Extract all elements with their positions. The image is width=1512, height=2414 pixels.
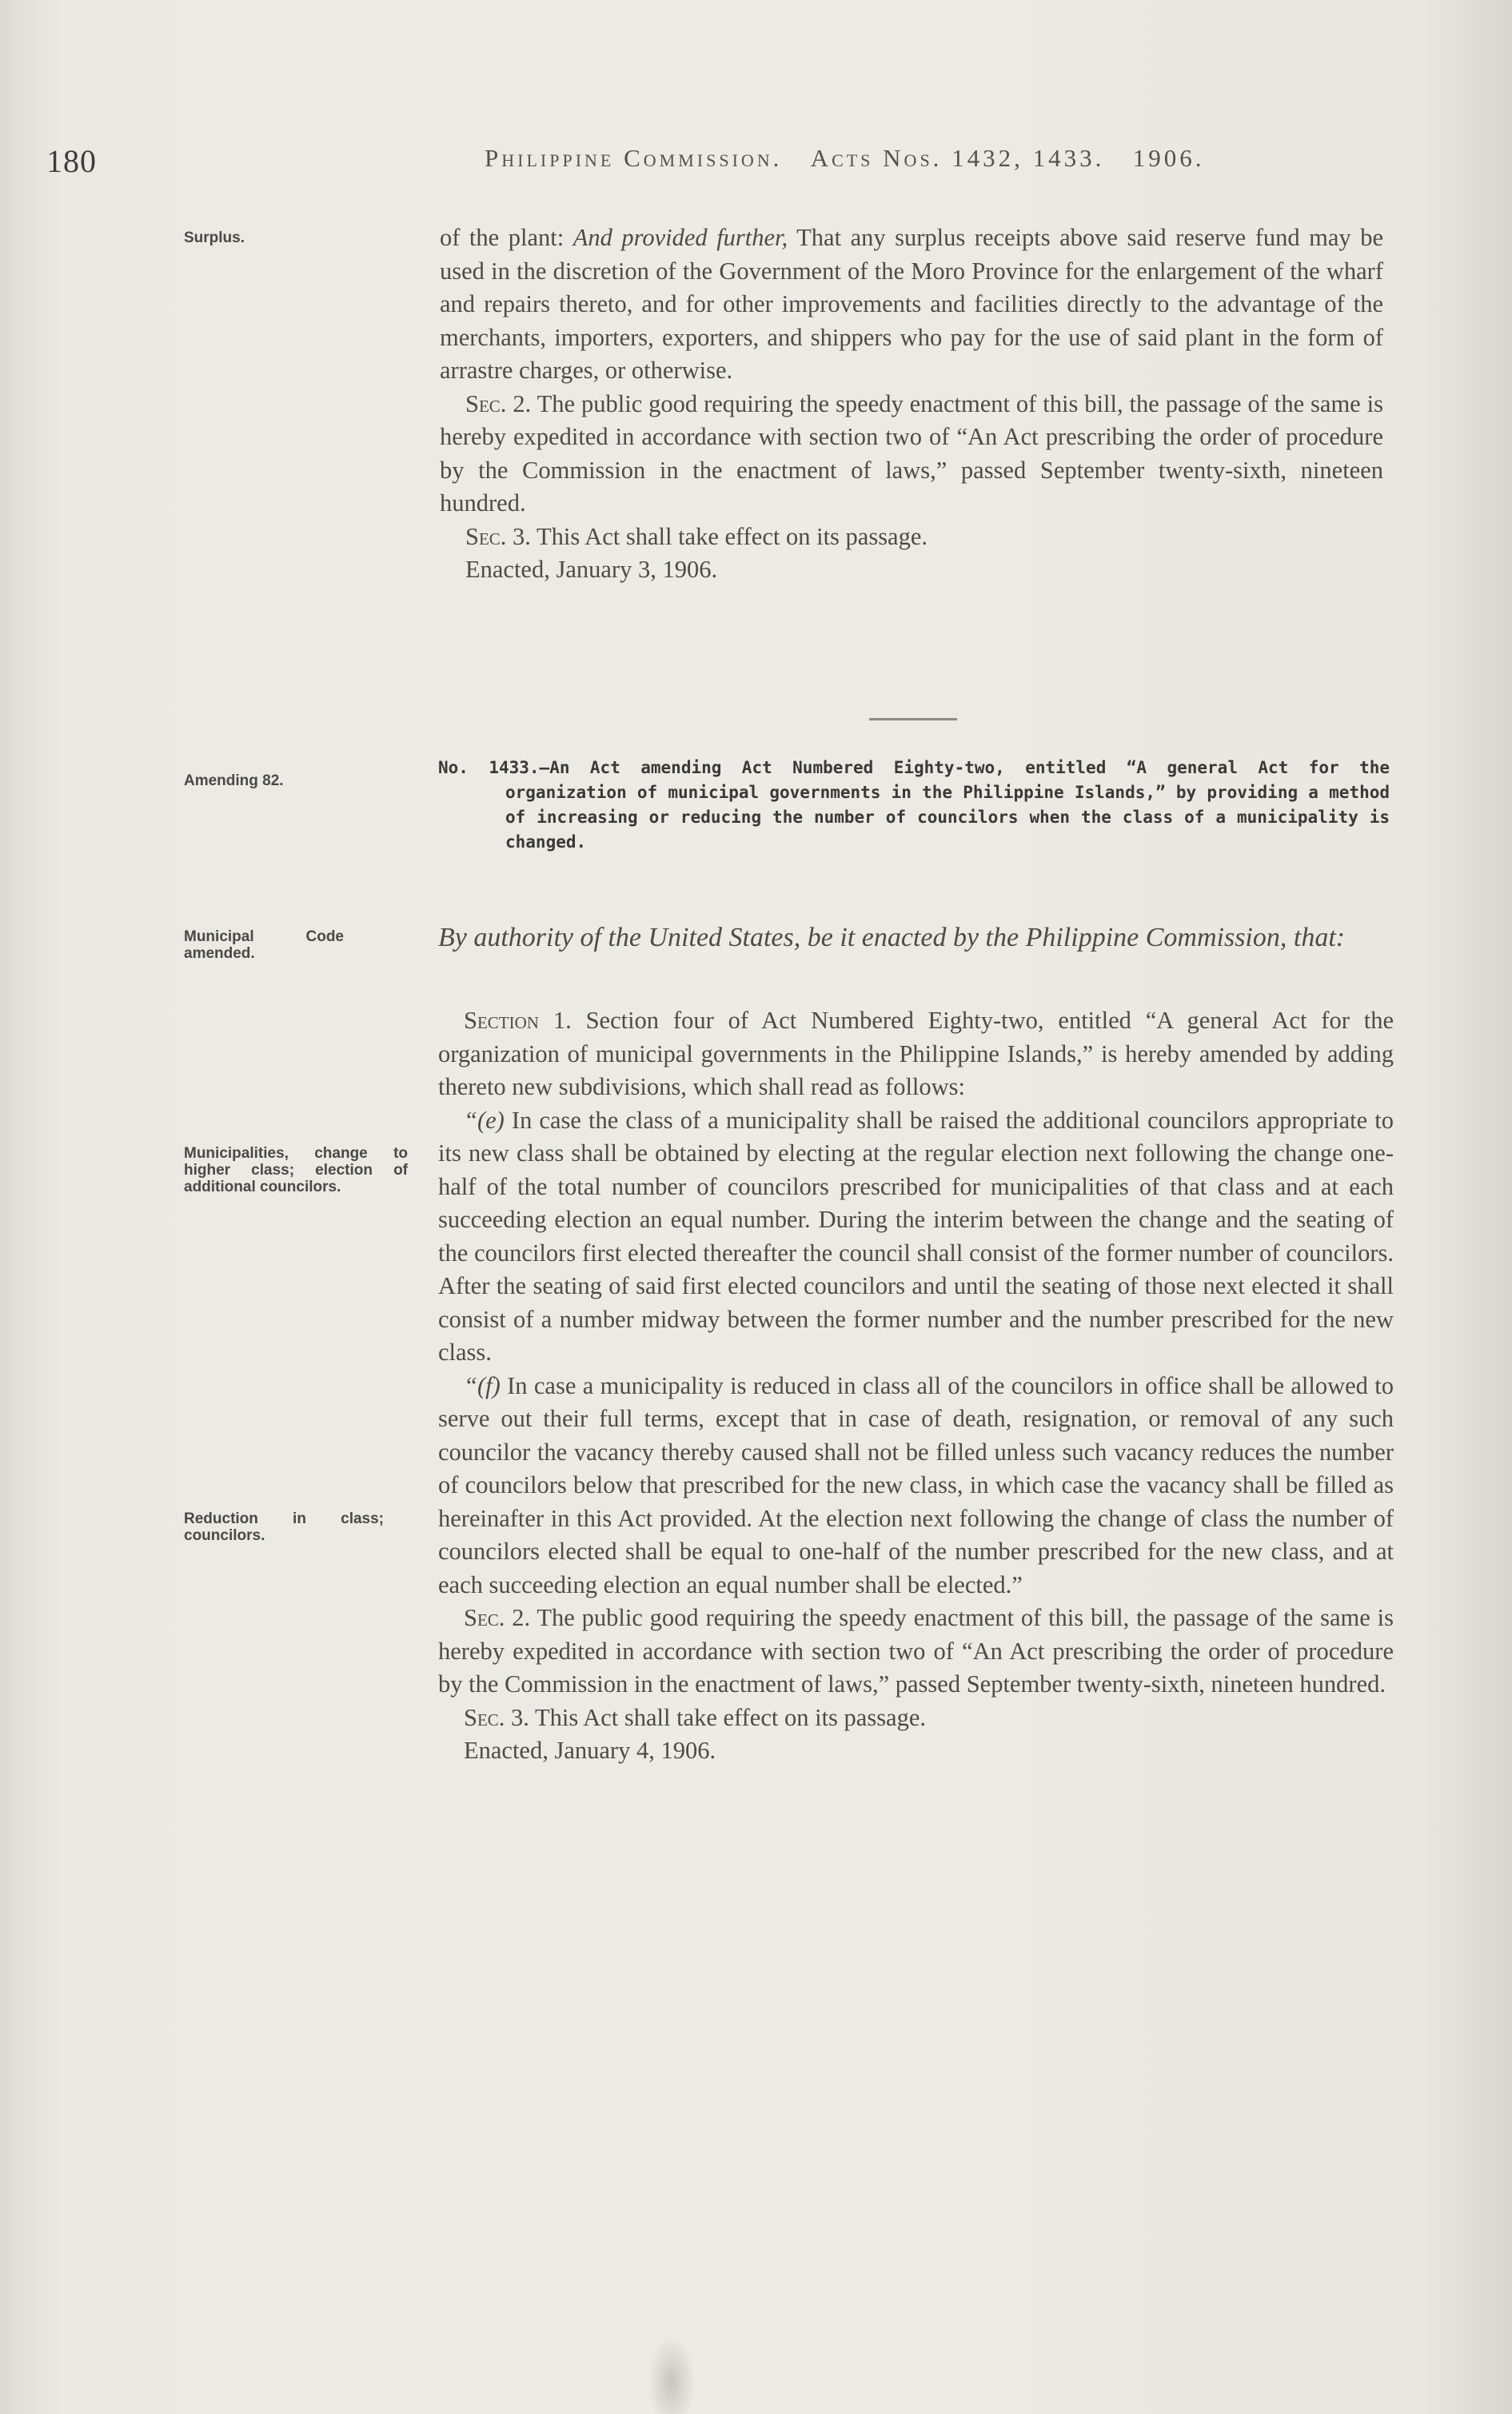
act-1433-section-2 bbox=[438, 1602, 1394, 1702]
running-head-acts: Acts Nos. 1432, 1433. bbox=[810, 144, 1105, 172]
running-head-year: 1906. bbox=[1132, 144, 1205, 172]
subdivision-text: In case a municipality is reduced in class all of the councilors in office shall be allowed to serve out their full terms, except that in case of death, resignation, or removal of any such councilor the vacancy thereby caused shall not be filled unless such vacancy reduces the number of councilors below that prescribed for the new class, in which case the vacancy shall be filled as hereinafter in this Act provided. At the election next following the change of class the number of councilors elected shall be equal to one-half of the number prescribed for the new class, and at each succeeding election an equal number shall be elected.” bbox=[438, 1371, 1394, 1598]
act-heading-text: No. 1433.—An Act amending Act Numbered Eighty-two, entitled “A general Act for the organization of municipal governments in the Philippine Islands,” by providing a method of increasing or reducing the number of councilors when the class of a municipality is changed. bbox=[438, 758, 1390, 852]
act-1432-proviso bbox=[440, 221, 1383, 388]
margin-note-municipalities-change: Municipalities, change to higher class; election of additional councilors. bbox=[184, 1145, 408, 1195]
subdivision-e bbox=[438, 1104, 1394, 1370]
section-text: Section four of Act Numbered Eighty-two, entitled “A general Act for the organization of municipal governments in the Philippine Islands,” is hereby amended by adding thereto new subdivisions, which shall read as follows: bbox=[438, 1007, 1394, 1100]
act-1432-enacted: Enacted, January 3, 1906. bbox=[465, 556, 718, 583]
section-label: Sec. 3. bbox=[465, 522, 531, 550]
section-text: The public good requiring the speedy enactment of this bill, the passage of the same is hereby expedited in accordance with section two of “An Act prescribing the order of procedure by the Commission in the enactment of laws,” passed September twenty-sixth, nineteen hundred. bbox=[440, 389, 1383, 517]
act-1433-text bbox=[438, 1004, 1394, 1768]
section-text: The public good requiring the speedy enactment of this bill, the passage of the same is hereby expedited in accordance with section two of “An Act prescribing the order of procedure by the Commission in the enactment of laws,” passed September twenty-sixth, nineteen hundred. bbox=[438, 1604, 1394, 1698]
subdivision-label: “(f) bbox=[464, 1371, 501, 1399]
proviso-rest: That any surplus receipts above said reserve fund may be used in the discretion of the Government of the Moro Province for the enlargement of the wharf and repairs thereto, and for other improvements and facilities directly to the advantage of the merchants, importers, exporters, and shippers who pay for the use of said plant in the form of arrastre charges, or otherwise. bbox=[440, 224, 1383, 384]
subdivision-f bbox=[438, 1370, 1394, 1602]
proviso-start: of the plant: bbox=[440, 224, 573, 251]
enacting-clause bbox=[438, 921, 1390, 955]
enacting-clause-text: By authority of the United States, be it enacted by the Philippine Commission, that: bbox=[438, 923, 1346, 952]
section-label: Sec. 3. bbox=[464, 1703, 529, 1731]
act-1432-text bbox=[440, 221, 1383, 587]
running-head-title: Philippine Commission. bbox=[485, 144, 783, 172]
running-head bbox=[485, 144, 1204, 173]
section-label: Sec. 2. bbox=[465, 389, 532, 417]
subdivision-label: “(e) bbox=[464, 1106, 505, 1134]
section-divider bbox=[869, 718, 957, 720]
subdivision-text: In case the class of a municipality shall be raised the additional councilors appropriate to its new class shall be obtained by electing at the regular election next following the change one-half of the total number of councilors prescribed for municipalities of that class and at each succeeding election an equal number. During the interim between the change and the seating of the councilors first elected thereafter the council shall consist of the former number of councilors. After the seating of said first elected councilors and until the seating of those next elected it shall consist of a number midway between the former number and the number prescribed for the new class. bbox=[438, 1106, 1394, 1366]
act-1432-section-3 bbox=[440, 521, 1383, 554]
act-1432-section-2 bbox=[440, 388, 1383, 521]
paper-stain bbox=[648, 2335, 696, 2414]
proviso-italic: And provided further, bbox=[572, 224, 788, 251]
act-1433-enacted: Enacted, January 4, 1906. bbox=[464, 1737, 716, 1764]
section-text: This Act shall take effect on its passage. bbox=[529, 1703, 927, 1731]
margin-note-surplus: Surplus. bbox=[184, 229, 245, 246]
page-number: 180 bbox=[46, 143, 97, 179]
margin-note-reduction: Reduction in class; councilors. bbox=[184, 1510, 384, 1544]
act-1433-heading bbox=[438, 756, 1390, 855]
section-label: Sec. 2. bbox=[464, 1604, 531, 1631]
margin-note-amending: Amending 82. bbox=[184, 772, 284, 789]
act-1433-section-1 bbox=[438, 1004, 1394, 1104]
section-label: Section 1. bbox=[464, 1007, 572, 1034]
margin-note-municipal-code: Municipal Code amended. bbox=[184, 928, 344, 962]
section-text: This Act shall take effect on its passage. bbox=[530, 522, 928, 550]
act-1433-section-3 bbox=[438, 1702, 1394, 1735]
